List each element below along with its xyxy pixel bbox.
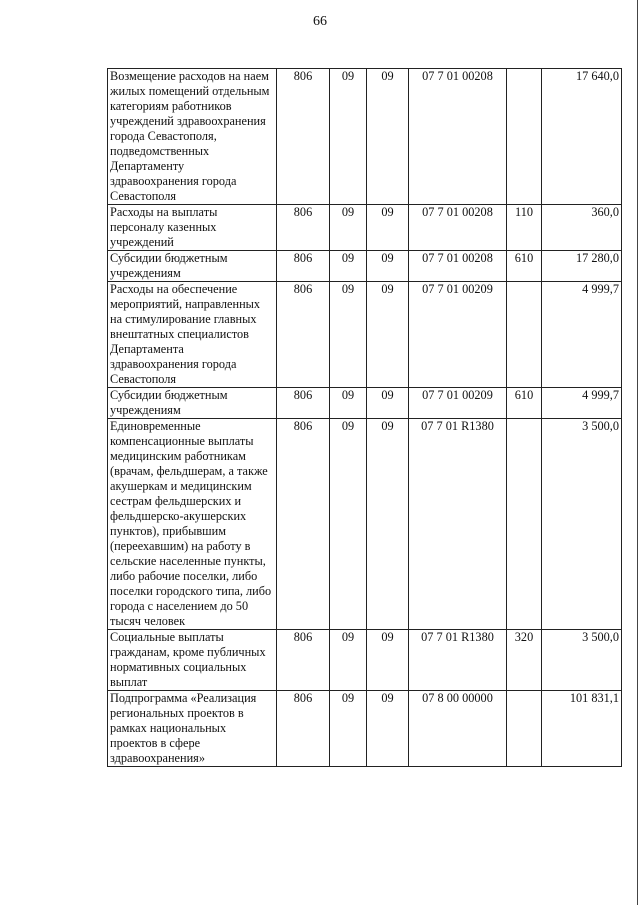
section-code-cell: 09 bbox=[330, 388, 367, 419]
scan-edge-line bbox=[637, 0, 638, 905]
target-article-cell: 07 7 01 00208 bbox=[409, 251, 507, 282]
budget-table-body bbox=[108, 69, 622, 767]
expense-type-cell bbox=[507, 69, 542, 205]
expense-type-cell bbox=[507, 282, 542, 388]
subsection-code-cell: 09 bbox=[367, 251, 409, 282]
budget-table bbox=[107, 68, 622, 767]
grbs-code-cell: 806 bbox=[277, 205, 330, 251]
row-name-cell: Единовременные компенсационные выплаты медицинским работникам (врачам, фельдшерам, а также акушеркам и медицинским сестрам фельдшерских и фельдшерско-акушерских пунктов), прибывшим (переехавшим) на работу в сельские населенные пункты, либо рабочие поселки, либо поселки городского типа, либо города с населением до 50 тысяч человек bbox=[108, 419, 277, 630]
row-name-cell: Субсидии бюджетным учреждениям bbox=[108, 251, 277, 282]
row-name-cell: Социальные выплаты гражданам, кроме публичных нормативных социальных выплат bbox=[108, 630, 277, 691]
expense-type-cell: 110 bbox=[507, 205, 542, 251]
table-row bbox=[108, 282, 622, 388]
amount-cell: 4 999,7 bbox=[542, 388, 622, 419]
amount-cell: 17 640,0 bbox=[542, 69, 622, 205]
table-row bbox=[108, 419, 622, 630]
section-code-cell: 09 bbox=[330, 282, 367, 388]
target-article-cell: 07 8 00 00000 bbox=[409, 691, 507, 767]
row-name-cell: Возмещение расходов на наем жилых помещений отдельным категориям работников учреждений здравоохранения города Севастополя, подведомственных Департаменту здравоохранения города Севастополя bbox=[108, 69, 277, 205]
amount-cell: 17 280,0 bbox=[542, 251, 622, 282]
expense-type-cell: 610 bbox=[507, 251, 542, 282]
subsection-code-cell: 09 bbox=[367, 205, 409, 251]
amount-cell: 3 500,0 bbox=[542, 630, 622, 691]
expense-type-cell bbox=[507, 419, 542, 630]
row-name-cell: Расходы на выплаты персоналу казенных учреждений bbox=[108, 205, 277, 251]
row-name-cell: Расходы на обеспечение мероприятий, направленных на стимулирование главных внештатных специалистов Департамента здравоохранения города Севастополя bbox=[108, 282, 277, 388]
subsection-code-cell: 09 bbox=[367, 691, 409, 767]
expense-type-cell bbox=[507, 691, 542, 767]
section-code-cell: 09 bbox=[330, 630, 367, 691]
section-code-cell: 09 bbox=[330, 69, 367, 205]
grbs-code-cell: 806 bbox=[277, 69, 330, 205]
grbs-code-cell: 806 bbox=[277, 388, 330, 419]
grbs-code-cell: 806 bbox=[277, 630, 330, 691]
amount-cell: 4 999,7 bbox=[542, 282, 622, 388]
subsection-code-cell: 09 bbox=[367, 630, 409, 691]
target-article-cell: 07 7 01 00209 bbox=[409, 388, 507, 419]
table-row bbox=[108, 69, 622, 205]
target-article-cell: 07 7 01 R1380 bbox=[409, 630, 507, 691]
section-code-cell: 09 bbox=[330, 205, 367, 251]
target-article-cell: 07 7 01 00208 bbox=[409, 205, 507, 251]
subsection-code-cell: 09 bbox=[367, 419, 409, 630]
section-code-cell: 09 bbox=[330, 691, 367, 767]
section-code-cell: 09 bbox=[330, 251, 367, 282]
expense-type-cell: 610 bbox=[507, 388, 542, 419]
table-row bbox=[108, 251, 622, 282]
grbs-code-cell: 806 bbox=[277, 419, 330, 630]
expense-type-cell: 320 bbox=[507, 630, 542, 691]
table-row bbox=[108, 388, 622, 419]
amount-cell: 360,0 bbox=[542, 205, 622, 251]
page-number: 66 bbox=[313, 14, 327, 29]
subsection-code-cell: 09 bbox=[367, 388, 409, 419]
amount-cell: 3 500,0 bbox=[542, 419, 622, 630]
target-article-cell: 07 7 01 00208 bbox=[409, 69, 507, 205]
amount-cell: 101 831,1 bbox=[542, 691, 622, 767]
subsection-code-cell: 09 bbox=[367, 69, 409, 205]
target-article-cell: 07 7 01 R1380 bbox=[409, 419, 507, 630]
grbs-code-cell: 806 bbox=[277, 691, 330, 767]
row-name-cell: Субсидии бюджетным учреждениям bbox=[108, 388, 277, 419]
target-article-cell: 07 7 01 00209 bbox=[409, 282, 507, 388]
grbs-code-cell: 806 bbox=[277, 282, 330, 388]
row-name-cell: Подпрограмма «Реализация региональных проектов в рамках национальных проектов в сфере здравоохранения» bbox=[108, 691, 277, 767]
section-code-cell: 09 bbox=[330, 419, 367, 630]
table-row bbox=[108, 630, 622, 691]
table-row bbox=[108, 205, 622, 251]
table-row bbox=[108, 691, 622, 767]
grbs-code-cell: 806 bbox=[277, 251, 330, 282]
subsection-code-cell: 09 bbox=[367, 282, 409, 388]
